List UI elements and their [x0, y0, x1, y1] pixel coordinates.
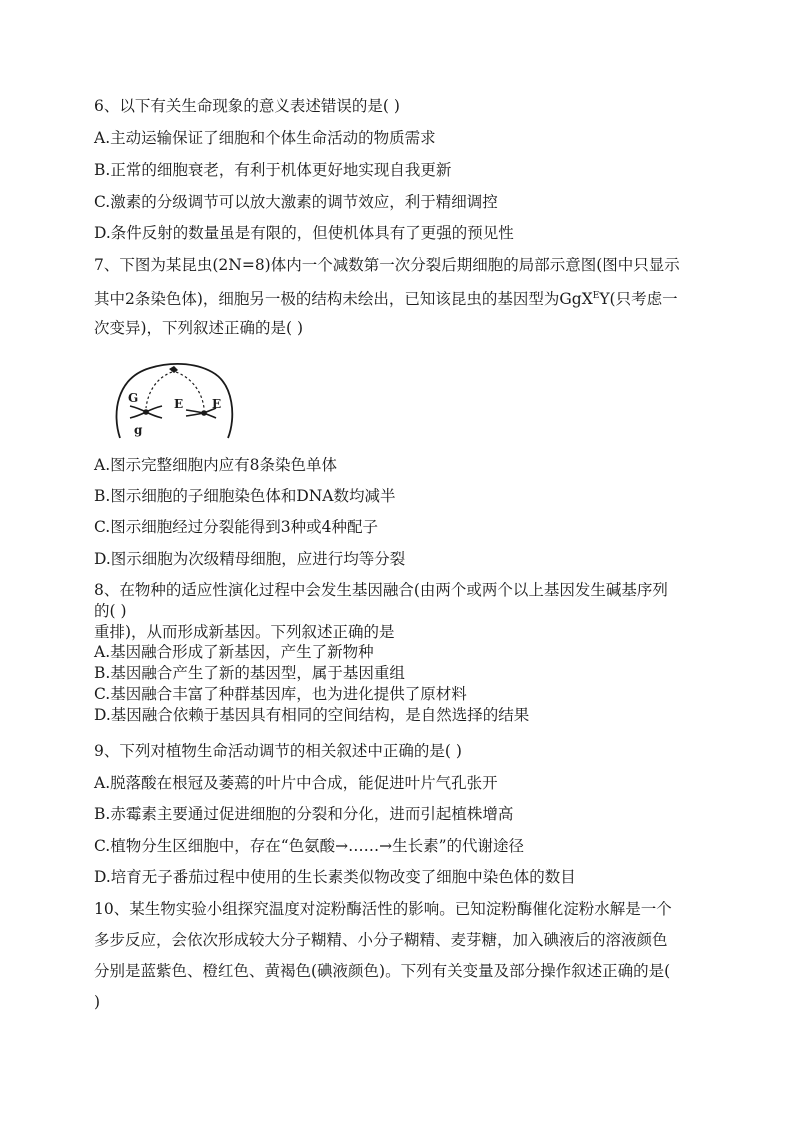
- q10-stem-line4: ): [94, 993, 101, 1011]
- q7-stem-line2-tail: Y(只考虑一: [599, 290, 678, 308]
- q8-stem-line2: 的( ): [94, 602, 127, 620]
- q7-genotype-superscript: E: [592, 291, 600, 301]
- spindle-fiber-left: [146, 372, 172, 408]
- figure-label-G: G: [128, 391, 139, 405]
- q8-option-b: B.基因融合产生了新的基因型，属于基因重组: [94, 664, 405, 682]
- q10-stem-line3: 分别是蓝紫色、橙红色、黄褐色(碘液颜色)。下列有关变量及部分操作叙述正确的是(: [94, 962, 671, 980]
- figure-label-E-left: E: [174, 397, 184, 411]
- q8-option-d: D.基因融合依赖于基因具有相同的空间结构，是自然选择的结果: [94, 706, 530, 724]
- cell-division-figure: [108, 356, 238, 448]
- q6-option-b: B.正常的细胞衰老，有利于机体更好地实现自我更新: [94, 161, 452, 179]
- q8-option-a: A.基因融合形成了新基因，产生了新物种: [94, 643, 374, 661]
- q8-option-c: C.基因融合丰富了种群基因库，也为进化提供了原材料: [94, 685, 467, 703]
- q10-stem-line1: 10、某生物实验小组探究温度对淀粉酶活性的影响。已知淀粉酶催化淀粉水解是一个: [94, 900, 672, 918]
- q8-stem-line3: 重排)，从而形成新基因。下列叙述正确的是: [94, 623, 395, 641]
- q6-stem: 6、以下有关生命现象的意义表述错误的是( ): [94, 97, 400, 115]
- q8-stem-line1: 8、在物种的适应性演化过程中会发生基因融合(由两个或两个以上基因发生碱基序列: [94, 581, 668, 599]
- q9-option-a: A.脱落酸在根冠及萎蔫的叶片中合成，能促进叶片气孔张开: [94, 774, 498, 792]
- q7-option-a: A.图示完整细胞内应有8条染色单体: [94, 456, 337, 474]
- cell-diagram: [108, 356, 238, 448]
- q7-stem-line2: [94, 286, 678, 309]
- q9-stem: 9、下列对植物生命活动调节的相关叙述中正确的是( ): [94, 742, 462, 760]
- q9-option-d: D.培育无子番茄过程中使用的生长素类似物改变了细胞中染色体的数目: [94, 868, 576, 886]
- q7-option-b: B.图示细胞的子细胞染色体和DNA数均减半: [94, 487, 396, 505]
- figure-label-g: g: [134, 423, 143, 437]
- q9-option-c: C.植物分生区细胞中，存在“色氨酸→……→生长素”的代谢途径: [94, 837, 525, 855]
- q7-option-c: C.图示细胞经过分裂能得到3种或4种配子: [94, 518, 378, 536]
- q6-option-c: C.激素的分级调节可以放大激素的调节效应，利于精细调控: [94, 193, 498, 211]
- q6-option-d: D.条件反射的数量虽是有限的，但使机体具有了更强的预见性: [94, 224, 514, 242]
- q9-option-b: B.赤霉素主要通过促进细胞的分裂和分化，进而引起植株增高: [94, 805, 514, 823]
- q10-stem-line2: 多步反应，会依次形成较大分子糊精、小分子糊精、麦芽糖，加入碘液后的溶液颜色: [94, 931, 668, 949]
- q7-option-d: D.图示细胞为次级精母细胞，应进行均等分裂: [94, 550, 406, 568]
- q6-option-a: A.主动运输保证了细胞和个体生命活动的物质需求: [94, 129, 436, 147]
- q7-stem-line3: 次变异)，下列叙述正确的是( ): [94, 319, 304, 337]
- figure-label-E-right: E: [212, 397, 222, 411]
- q7-stem-line2-text: 其中2条染色体)，细胞另一极的结构未绘出，已知该昆虫的基因型为GgX: [94, 290, 593, 308]
- q7-stem-line1: 7、下图为某昆虫(2N=8)体内一个减数第一次分裂后期细胞的局部示意图(图中只显示: [94, 256, 680, 274]
